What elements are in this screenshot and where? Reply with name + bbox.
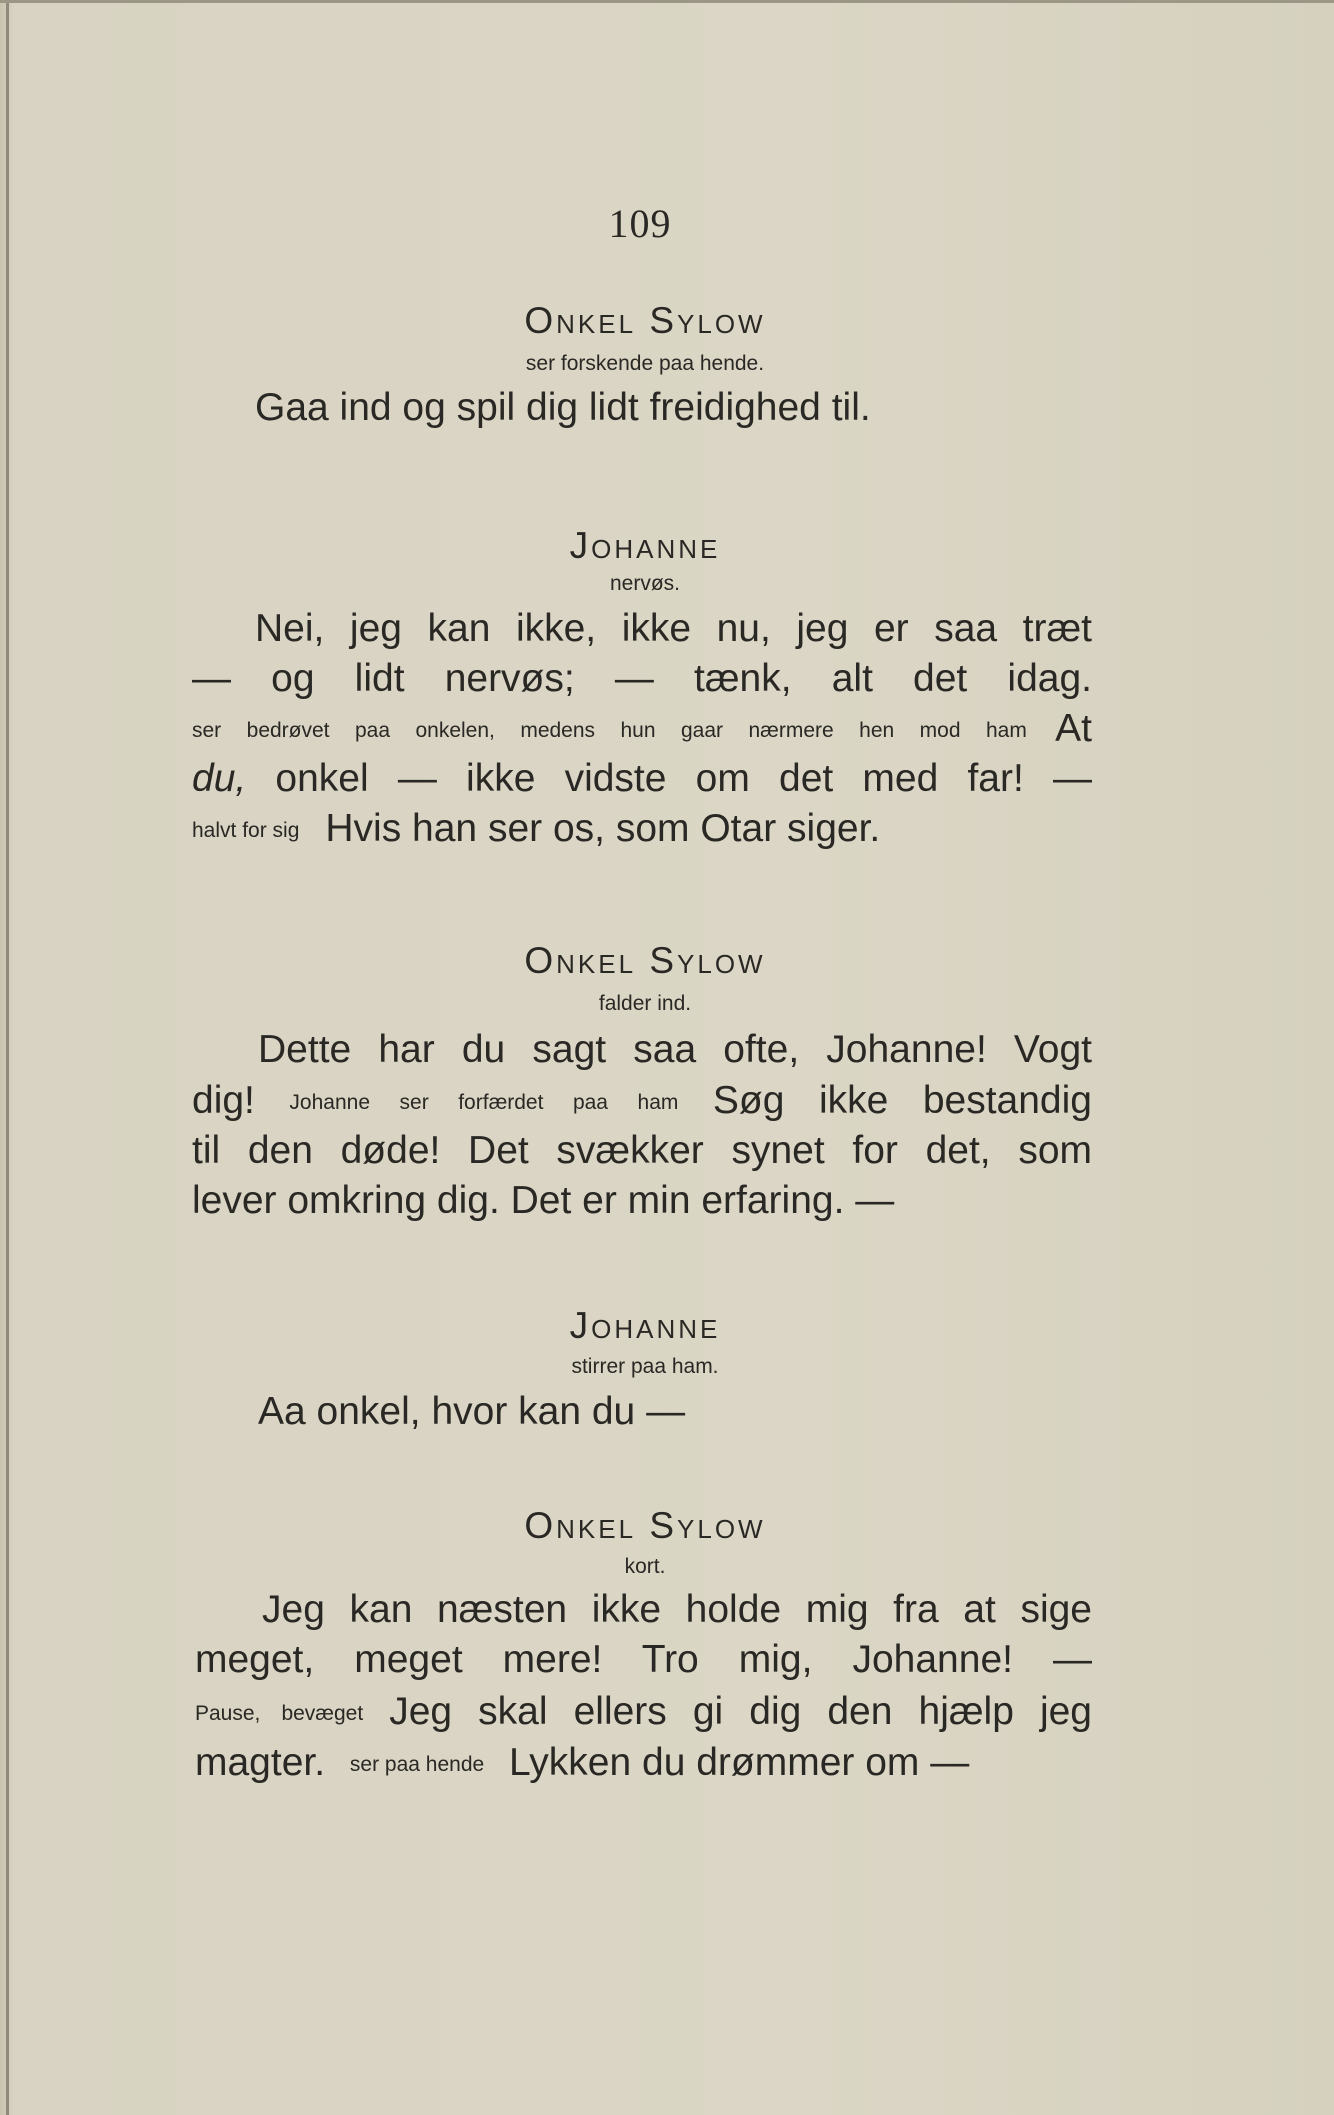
speaker-name: Johanne	[569, 1305, 721, 1346]
dialogue-text: Jeg skal ellers gi dig den hjælp jeg	[389, 1690, 1092, 1733]
dialogue-line: Aa onkel, hvor kan du —	[258, 1390, 686, 1433]
dialogue-line-with-direction	[192, 709, 1092, 748]
dialogue-line: Jeg kan næsten ikke holde mig fra at sige	[262, 1588, 1092, 1631]
dialogue-line	[192, 759, 1092, 798]
speaker-name: Onkel Sylow	[524, 300, 766, 341]
dialogue-line: Dette har du sagt saa ofte, Johanne! Vogt	[258, 1028, 1092, 1071]
dialogue-text: onkel — ikke vidste om det med far! —	[275, 757, 1093, 800]
page-number: 109	[608, 201, 672, 246]
dialogue-text: At	[1055, 707, 1093, 750]
speaker-name: Johanne	[569, 525, 721, 566]
dialogue-line: lever omkring dig. Det er min erfaring. —	[192, 1179, 895, 1222]
dialogue-line: Gaa ind og spil dig lidt freidighed til.	[255, 386, 871, 429]
dialogue-text: Lykken du drømmer om —	[509, 1741, 970, 1784]
stage-direction: falder ind.	[598, 992, 692, 1015]
stage-direction: ser forskende paa hende.	[525, 352, 765, 375]
stage-direction: nervøs.	[609, 572, 680, 595]
inline-stage-direction: Johanne ser forfærdet paa ham	[289, 1091, 679, 1114]
dialogue-line-with-direction	[192, 1081, 1092, 1120]
dialogue-line: til den døde! Det svækker synet for det, som	[192, 1129, 1092, 1172]
inline-stage-direction: ser paa hende	[349, 1753, 485, 1776]
speaker-name: Onkel Sylow	[524, 1505, 766, 1546]
dialogue-text: dig!	[192, 1079, 255, 1122]
stage-direction: kort.	[624, 1555, 666, 1578]
dialogue-text: Søg ikke bestandig	[712, 1079, 1092, 1122]
dialogue-text: Hvis han ser os, som Otar siger.	[325, 807, 881, 850]
dialogue-line: — og lidt nervøs; — tænk, alt det idag.	[192, 657, 1092, 700]
dialogue-line-with-direction	[192, 809, 880, 848]
dialogue-line-with-direction	[195, 1692, 1092, 1731]
dialogue-line-with-direction	[195, 1743, 969, 1782]
page-top-edge	[0, 0, 1334, 3]
speaker-name: Onkel Sylow	[524, 940, 766, 981]
stage-direction: stirrer paa ham.	[571, 1355, 719, 1378]
inline-stage-direction: ser bedrøvet paa onkelen, medens hun gaar nærmere hen mod ham	[192, 719, 1027, 742]
emphasis-text: du,	[192, 757, 247, 800]
inline-stage-direction: halvt for sig	[192, 819, 300, 842]
dialogue-text: magter.	[195, 1741, 326, 1784]
dialogue-line: meget, meget mere! Tro mig, Johanne! —	[195, 1638, 1092, 1681]
inline-stage-direction: Pause, bevæget	[195, 1702, 364, 1725]
dialogue-line: Nei, jeg kan ikke, ikke nu, jeg er saa træt	[255, 607, 1092, 650]
